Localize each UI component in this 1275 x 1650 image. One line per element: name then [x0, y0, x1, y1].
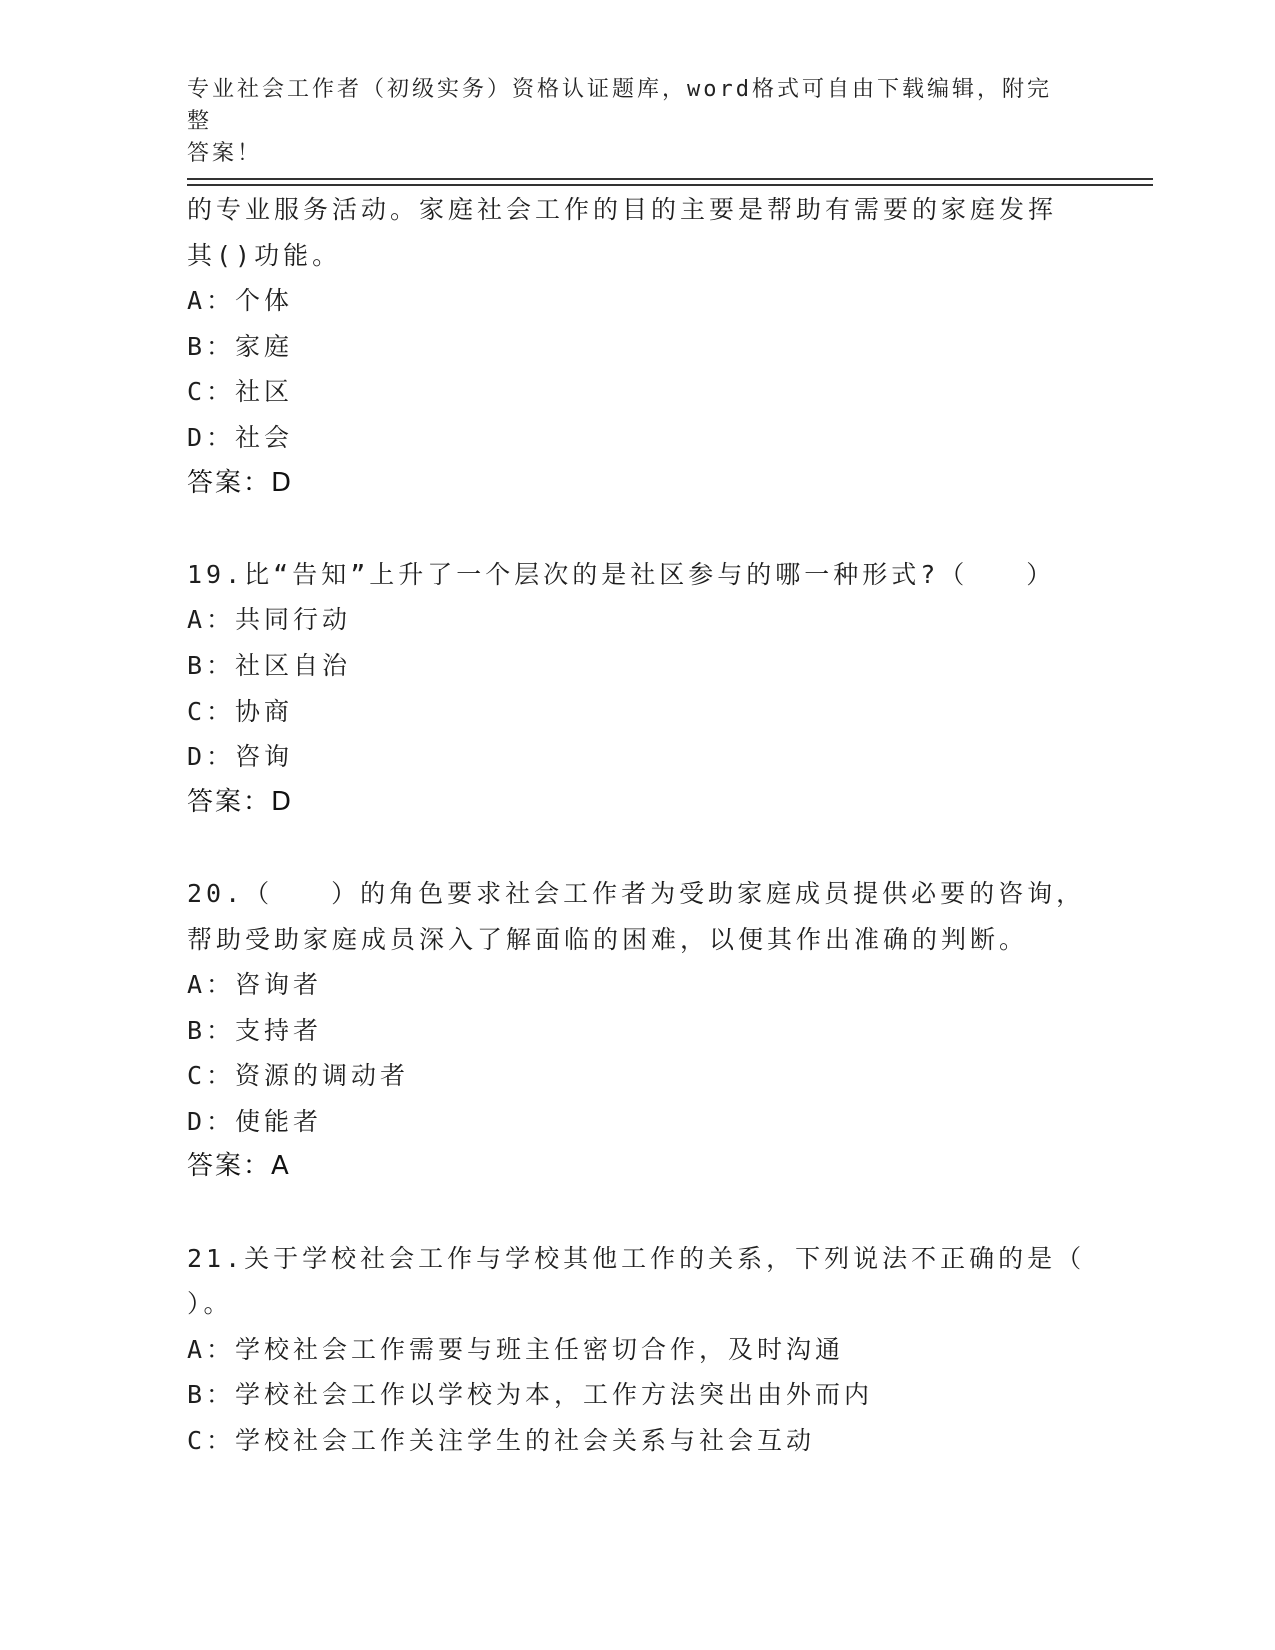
- question-19: [187, 552, 1087, 826]
- option-c: C：社区: [187, 377, 294, 407]
- question-text: 其()功能。: [187, 240, 342, 270]
- option-a: A：个体: [187, 286, 294, 316]
- option-c: C：协商: [187, 696, 294, 726]
- question-18: [187, 187, 1087, 506]
- option-d: D：社会: [187, 422, 294, 452]
- option-a: A：学校社会工作需要与班主任密切合作，及时沟通: [187, 1334, 845, 1364]
- header-line-2: 答案！: [187, 141, 263, 166]
- option-b: B：学校社会工作以学校为本，工作方法突出由外而内: [187, 1380, 874, 1410]
- option-b: B：家庭: [187, 331, 294, 361]
- question-text: 21.关于学校社会工作与学校其他工作的关系，下列说法不正确的是（: [187, 1243, 1086, 1273]
- option-a: A：共同行动: [187, 605, 352, 635]
- option-c: C：资源的调动者: [187, 1061, 410, 1091]
- answer: 答案：D: [187, 786, 294, 817]
- answer: 答案：A: [187, 1151, 291, 1182]
- option-d: D：咨询: [187, 742, 294, 772]
- question-text: 帮助受助家庭成员深入了解面临的困难，以便其作出准确的判断。: [187, 924, 1029, 954]
- question-20: [187, 871, 1087, 1190]
- question-text: ）。: [187, 1289, 233, 1319]
- option-d: D：使能者: [187, 1106, 323, 1136]
- header-divider-bottom: [187, 184, 1153, 186]
- option-b: B：支持者: [187, 1015, 323, 1045]
- document-header: [187, 74, 1067, 170]
- option-a: A：咨询者: [187, 970, 323, 1000]
- header-line-1: 专业社会工作者（初级实务）资格认证题库，word格式可自由下载编辑，附完整: [187, 77, 1052, 134]
- question-21: [187, 1236, 1087, 1464]
- question-text: 的专业服务活动。家庭社会工作的目的主要是帮助有需要的家庭发挥: [187, 195, 1058, 224]
- option-c: C：学校社会工作关注学生的社会关系与社会互动: [187, 1426, 816, 1456]
- header-divider-top: [187, 178, 1153, 180]
- question-text: 19.比“告知”上升了一个层次的是社区参与的哪一种形式?（ ）: [187, 559, 1056, 589]
- answer: 答案：D: [187, 467, 294, 498]
- question-text: 20.（ ）的角色要求社会工作者为受助家庭成员提供必要的咨询，: [187, 878, 1086, 908]
- option-b: B：社区自治: [187, 650, 352, 680]
- question-list: [187, 187, 1087, 1464]
